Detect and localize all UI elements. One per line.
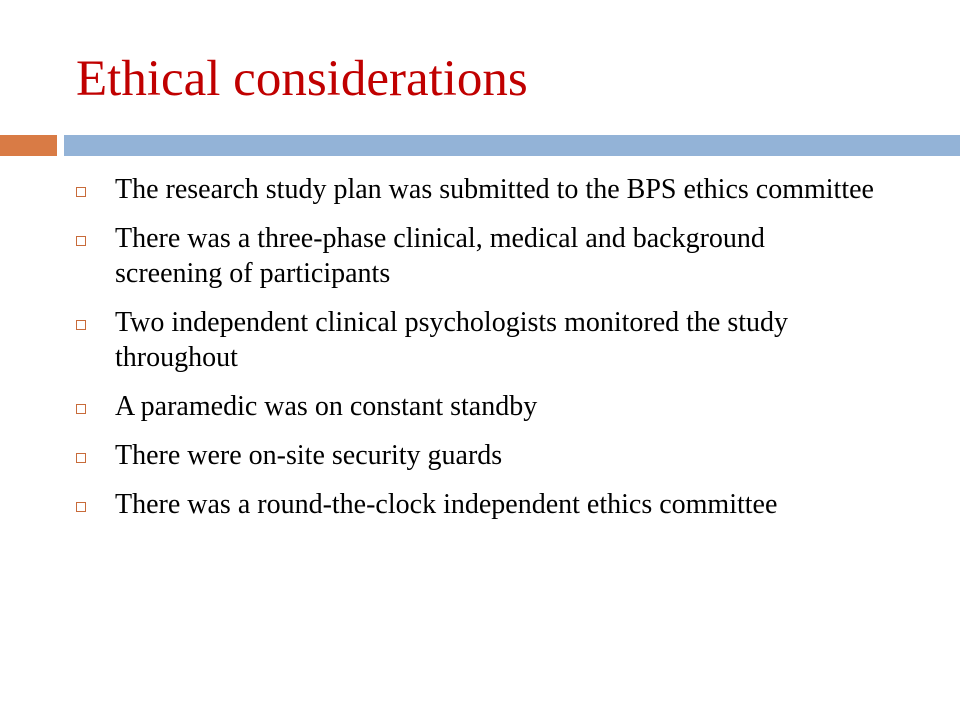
slide-title: Ethical considerations — [76, 51, 528, 107]
bullet-text: There was a three-phase clinical, medical and background screening of participants — [115, 223, 765, 289]
bullet-item — [76, 172, 876, 207]
bullet-text: There were on-site security guards — [115, 440, 503, 471]
title-divider-bar — [64, 135, 960, 156]
bullet-text: A paramedic was on constant standby — [115, 391, 538, 422]
hollow-square-bullet-icon — [76, 404, 86, 414]
bullet-text: There was a round-the-clock independent ethics committee — [115, 489, 778, 520]
hollow-square-bullet-icon — [76, 320, 86, 330]
hollow-square-bullet-icon — [76, 236, 86, 246]
title-accent-bar — [0, 135, 57, 156]
bullet-item — [76, 438, 876, 473]
bullet-text: Two independent clinical psychologists monitored the study throughout — [115, 307, 789, 373]
hollow-square-bullet-icon — [76, 453, 86, 463]
bullet-list — [76, 172, 876, 536]
hollow-square-bullet-icon — [76, 502, 86, 512]
bullet-item — [76, 221, 876, 291]
bullet-item — [76, 389, 876, 424]
bullet-item — [76, 487, 876, 522]
hollow-square-bullet-icon — [76, 187, 86, 197]
bullet-item — [76, 305, 876, 375]
bullet-text: The research study plan was submitted to the BPS ethics committee — [115, 174, 874, 205]
